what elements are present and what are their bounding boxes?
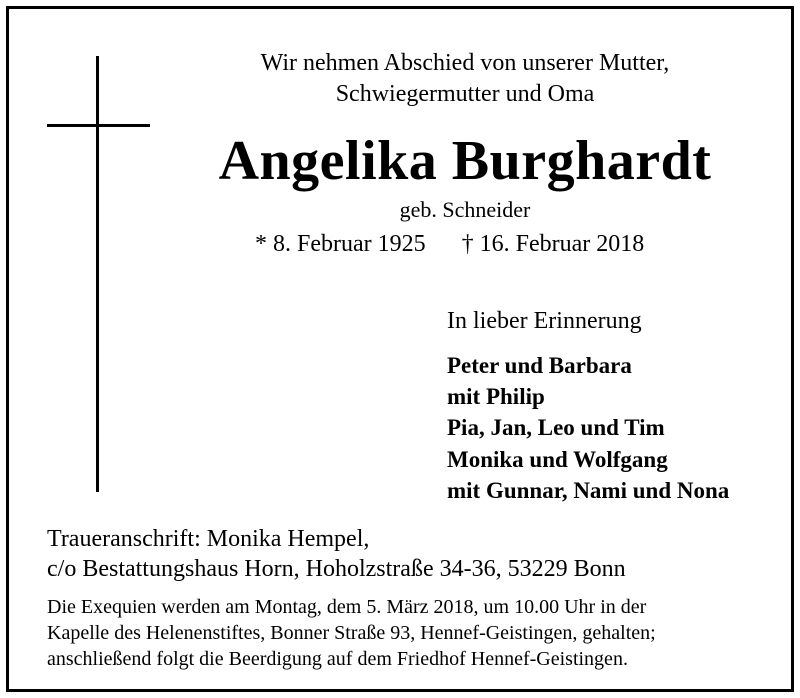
- funeral-notice: [47, 594, 755, 672]
- family-line: Monika und Wolfgang: [447, 447, 668, 472]
- address-line-2: c/o Bestattungshaus Horn, Hoholzstraße 34-36, 53229 Bonn: [47, 556, 626, 582]
- death-date: † 16. Februar 2018: [461, 231, 645, 257]
- intro-line-2: Schwiegermutter und Oma: [335, 81, 595, 107]
- notice-line-3: anschließend folgt die Beerdigung auf dem Friedhof Hennef-Geistingen.: [47, 648, 628, 670]
- deceased-name: Angelika Burghardt: [218, 130, 712, 192]
- family-line: Peter und Barbara: [447, 353, 632, 378]
- birth-date: * 8. Februar 1925: [255, 231, 426, 257]
- remembrance-line: In lieber Erinnerung: [447, 308, 642, 334]
- life-dates: [255, 228, 644, 260]
- notice-line-2: Kapelle des Helenenstiftes, Bonner Straße 93, Hennef-Geistingen, gehalten;: [47, 622, 656, 644]
- address-line-1: Traueranschrift: Monika Hempel,: [47, 526, 370, 552]
- family-group-2: [447, 444, 729, 506]
- family-line: Pia, Jan, Leo und Tim: [447, 415, 665, 440]
- family-group-1: [447, 350, 665, 443]
- intro-line-1: Wir nehmen Abschied von unserer Mutter,: [260, 50, 670, 76]
- notice-line-1: Die Exequien werden am Montag, dem 5. März 2018, um 10.00 Uhr in der: [47, 596, 647, 618]
- family-line: mit Gunnar, Nami und Nona: [447, 478, 730, 503]
- maiden-name: geb. Schneider: [399, 197, 531, 222]
- mourning-address: [47, 524, 626, 584]
- cross-horizontal-bar: [47, 124, 150, 127]
- family-line: mit Philip: [447, 384, 545, 409]
- cross-vertical-bar: [96, 56, 99, 492]
- intro-text: [200, 48, 730, 110]
